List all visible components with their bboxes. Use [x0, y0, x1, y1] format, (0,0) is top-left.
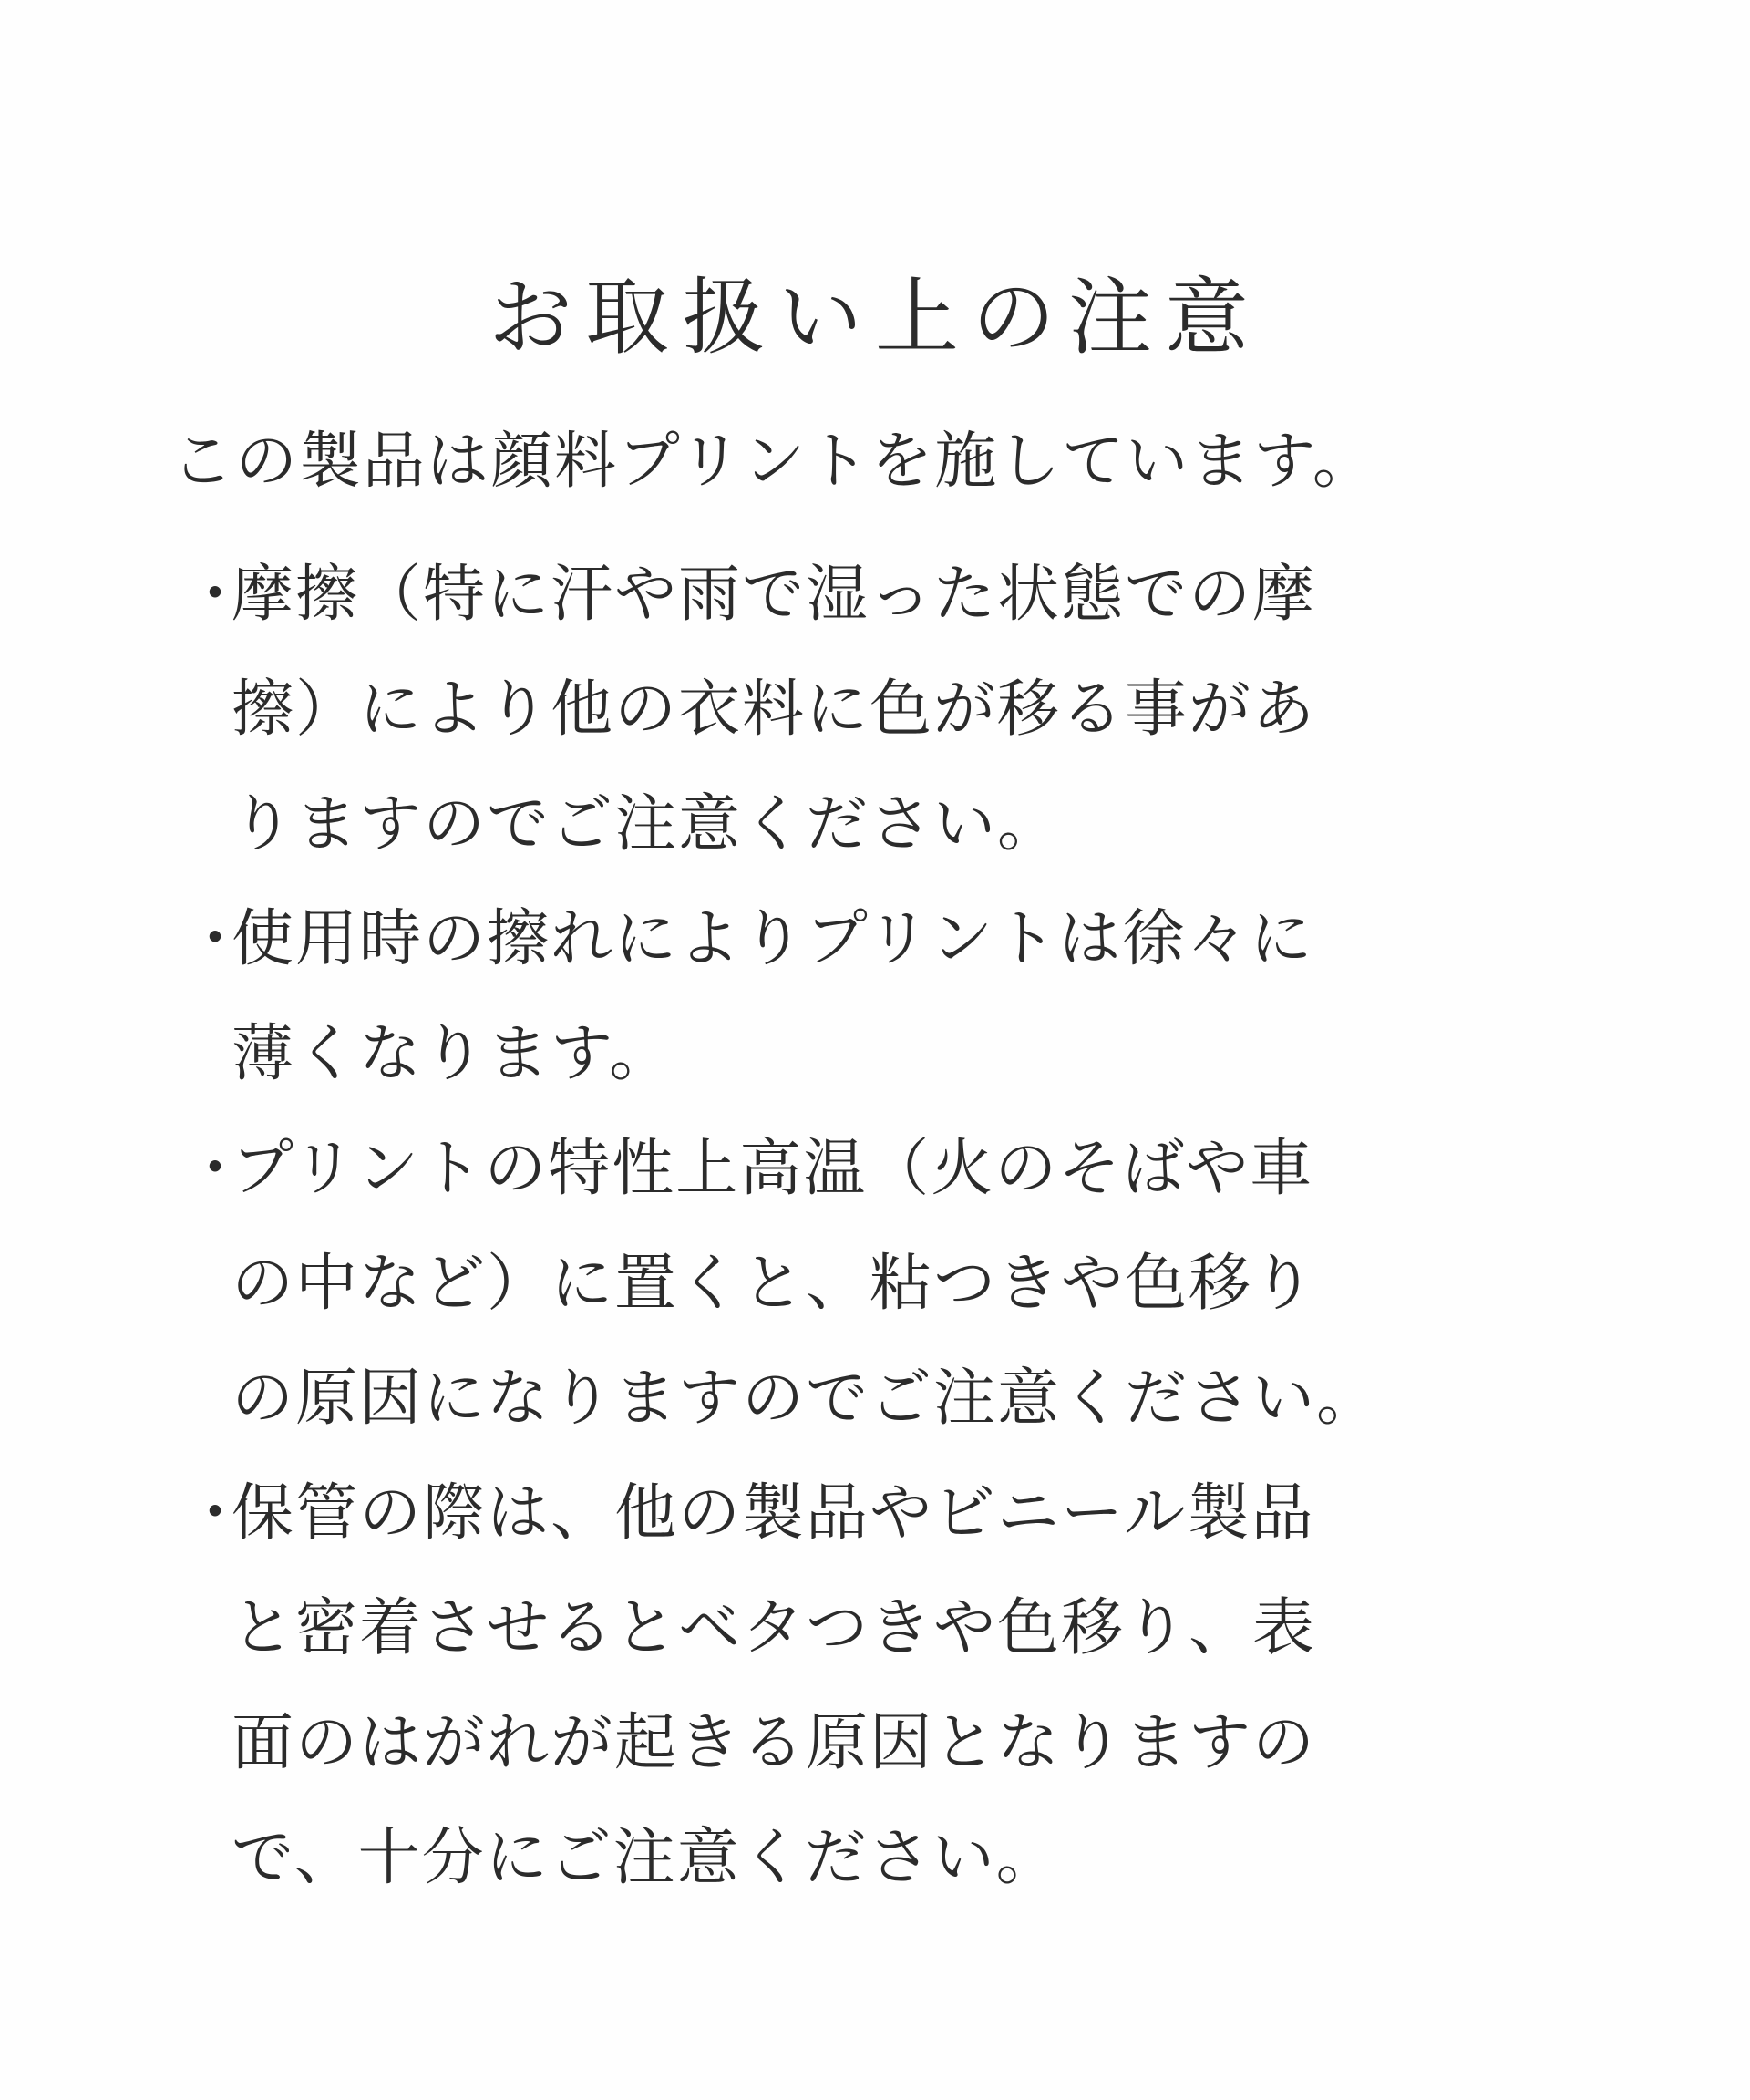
caution-line: で、十分にご注意ください。	[232, 1822, 1060, 1894]
caution-list	[171, 538, 1593, 1916]
bullet-marker: ・	[184, 1477, 247, 1549]
caution-line: の原因になりますのでご注意ください。	[232, 1363, 1381, 1435]
caution-line: 摩擦（特に汗や雨で湿った状態での摩	[232, 559, 1317, 631]
caution-line: の中など）に置くと、粘つきや色移り	[232, 1248, 1317, 1320]
caution-line: 薄くなります。	[232, 1018, 674, 1090]
document-title: お取扱い上の注意	[488, 268, 1261, 366]
caution-item-friction	[171, 538, 1593, 882]
caution-line: 使用時の擦れによりプリントは徐々に	[232, 903, 1314, 975]
caution-item-heat	[171, 1112, 1593, 1457]
caution-line: プリントの特性上高温（火のそばや車	[232, 1133, 1314, 1205]
caution-item-storage	[171, 1457, 1593, 1916]
intro-text: この製品は顔料プリントを施しています。	[171, 426, 1376, 498]
caution-line: 保管の際は、他の製品やビニール製品	[232, 1477, 1315, 1549]
bullet-marker: ・	[184, 559, 247, 631]
caution-item-fading	[171, 882, 1593, 1112]
bullet-marker: ・	[184, 903, 247, 975]
caution-line: と密着させるとベタつきや色移り、表	[232, 1592, 1317, 1664]
caution-line: 擦）により他の衣料に色が移る事があ	[232, 674, 1317, 746]
caution-line: りますのでご注意ください。	[232, 788, 1062, 860]
bullet-marker: ・	[184, 1133, 247, 1205]
caution-line: 面のはがれが起きる原因となりますの	[232, 1707, 1317, 1779]
